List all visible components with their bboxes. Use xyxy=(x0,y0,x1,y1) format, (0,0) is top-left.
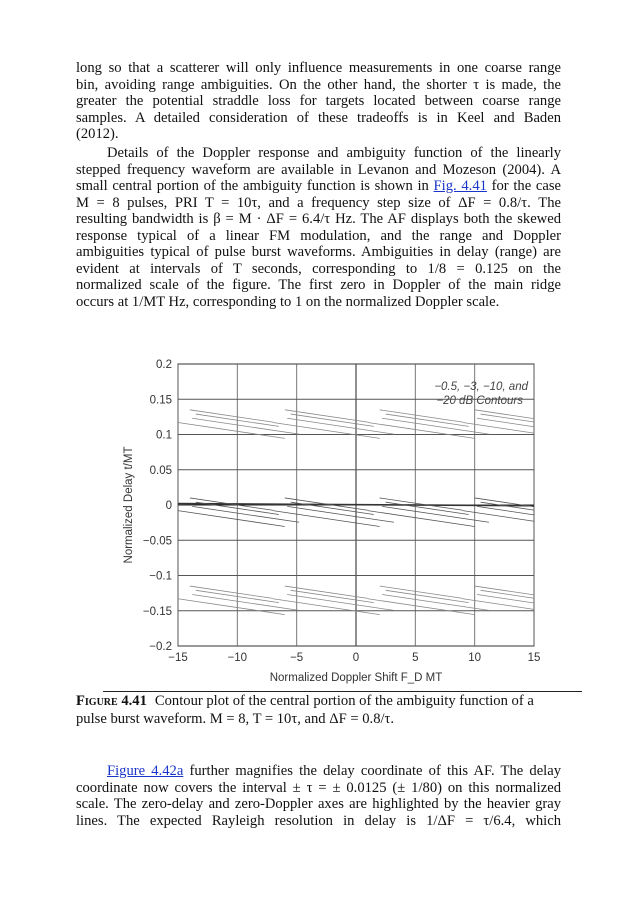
text-line: response typical of a linear FM modulation, and the range and Doppler xyxy=(76,227,561,244)
y-tick-label: 0.2 xyxy=(156,359,172,371)
text: further magnifies the delay coordinate of this AF. The delay xyxy=(183,763,561,779)
ambiguity-lobe-contour xyxy=(192,506,299,522)
chart-annotation-line-1: −0.5, −3, −10, and xyxy=(434,381,528,393)
text-line: bin, avoiding range ambiguities. On the other hand, the shorter τ is made, the xyxy=(76,76,561,93)
ambiguity-lobe-contour xyxy=(190,410,273,422)
ambiguity-lobe-contour xyxy=(380,586,463,598)
ambiguity-contour-chart xyxy=(100,350,550,690)
ambiguity-lobe-contour xyxy=(386,590,469,602)
ambiguity-lobe-contour xyxy=(287,418,394,434)
y-tick-label: 0 xyxy=(165,500,172,512)
x-tick-label: −10 xyxy=(227,652,248,664)
ambiguity-lobe-contour xyxy=(481,414,534,422)
caption-line: pulse burst waveform. M = 8, T = 10τ, and ΔF = 0.8/τ. xyxy=(76,711,395,727)
text-line-with-link xyxy=(76,178,561,195)
y-tick-label: 0.15 xyxy=(149,394,172,407)
text-line: stepped frequency waveform are available in Levanon and Mozeson (2004). A xyxy=(76,161,561,178)
paragraph-2 xyxy=(76,145,561,310)
ambiguity-lobe-contour xyxy=(481,590,534,598)
text-line: normalized scale of the figure. The first zero in Doppler of the main ridge xyxy=(76,277,561,293)
ambiguity-lobe-contour xyxy=(192,418,299,434)
x-tick-label: 5 xyxy=(412,652,419,664)
ambiguity-lobe-contour xyxy=(386,502,469,514)
ambiguity-lobe-contour xyxy=(285,410,368,422)
ambiguity-lobe-contour xyxy=(382,418,489,434)
figure-caption xyxy=(76,692,576,728)
ambiguity-lobe-contour xyxy=(380,410,463,422)
text-line: lines. The expected Rayleigh resolution in delay is 1/ΔF = τ/6.4, which xyxy=(76,812,561,829)
y-tick-label: −0.2 xyxy=(149,641,172,653)
ambiguity-lobe-contour xyxy=(382,595,489,611)
text-line: Details of the Doppler response and ambiguity function of the linearly xyxy=(107,145,561,161)
ambiguity-lobe-contour xyxy=(291,414,374,426)
ambiguity-lobe-contour xyxy=(190,586,273,598)
y-tick-label: −0.1 xyxy=(149,570,172,583)
chart-annotation-line-2: −20 dB Contours xyxy=(436,395,523,407)
text-line: occurs at 1/MT Hz, corresponding to 1 on the normalized Doppler scale. xyxy=(76,293,500,310)
text-line: evident at intervals of T seconds, corresponding to 1/8 = 0.125 on the xyxy=(76,260,561,277)
ambiguity-lobe-contour xyxy=(477,595,534,603)
ambiguity-lobe-contour xyxy=(287,506,394,522)
ambiguity-lobe-contour xyxy=(291,590,374,602)
text-line-with-link xyxy=(76,763,561,780)
x-tick-label: 15 xyxy=(527,652,541,664)
figure-4-42a-link[interactable]: Figure 4.42a xyxy=(107,763,184,779)
text-line: (2012). xyxy=(76,126,119,142)
text-line: scale. The zero-delay and zero-Doppler axes are highlighted by the heavier gray xyxy=(76,796,561,812)
text-line: resulting bandwidth is β = M · ΔF = 6.4/τ Hz. The AF displays both the skewed xyxy=(76,211,561,227)
text-line: samples. A detailed consideration of these tradeoffs is in Keel and Baden xyxy=(76,109,561,126)
ambiguity-lobe-contour xyxy=(192,595,299,611)
text-line: greater the potential straddle loss for targets located between coarse range xyxy=(76,93,561,109)
caption-text: Contour plot of the central portion of the ambiguity function of a xyxy=(154,693,534,709)
ambiguity-lobe-contour xyxy=(477,418,534,426)
y-tick-label: −0.15 xyxy=(142,605,172,618)
paragraph-3 xyxy=(76,763,561,829)
text-line: M = 8 pulses, PRI T = 10τ, and a frequency step size of ΔF = 0.8/τ. The xyxy=(76,194,561,211)
ambiguity-lobe-contour xyxy=(287,595,394,611)
x-tick-label: 10 xyxy=(468,652,482,664)
x-tick-label: −15 xyxy=(168,652,188,664)
y-axis-label: Normalized Delay t/MT xyxy=(123,446,135,564)
ambiguity-lobe-contour xyxy=(386,414,469,426)
y-tick-label: 0.1 xyxy=(156,429,172,442)
ambiguity-lobe-contour xyxy=(382,506,489,522)
text-line: coordinate now covers the interval ± τ = ± 0.0125 (± 1/80) on this normalized xyxy=(76,779,561,796)
y-tick-label: −0.05 xyxy=(142,535,172,548)
text: for the case xyxy=(486,178,562,194)
figure-4-41-link[interactable]: Fig. 4.41 xyxy=(433,178,487,194)
ambiguity-lobe-contour xyxy=(477,506,534,514)
y-tick-label: 0.05 xyxy=(149,464,172,477)
caption-label: Figure 4.41 xyxy=(76,693,147,709)
caption-line xyxy=(76,692,576,710)
x-axis-label: Normalized Doppler Shift F_D MT xyxy=(269,672,443,684)
ambiguity-lobe-contour xyxy=(285,586,368,598)
x-tick-label: −5 xyxy=(290,652,304,664)
text: small central portion of the ambiguity function is shown in xyxy=(76,178,434,194)
paragraph-1 xyxy=(76,60,561,143)
text-line: ambiguities typical of pulse burst waveforms. Ambiguities in delay (range) are xyxy=(76,244,561,260)
x-tick-label: 0 xyxy=(352,652,360,664)
text-line: long so that a scatterer will only influence measurements in one coarse range xyxy=(76,60,561,76)
